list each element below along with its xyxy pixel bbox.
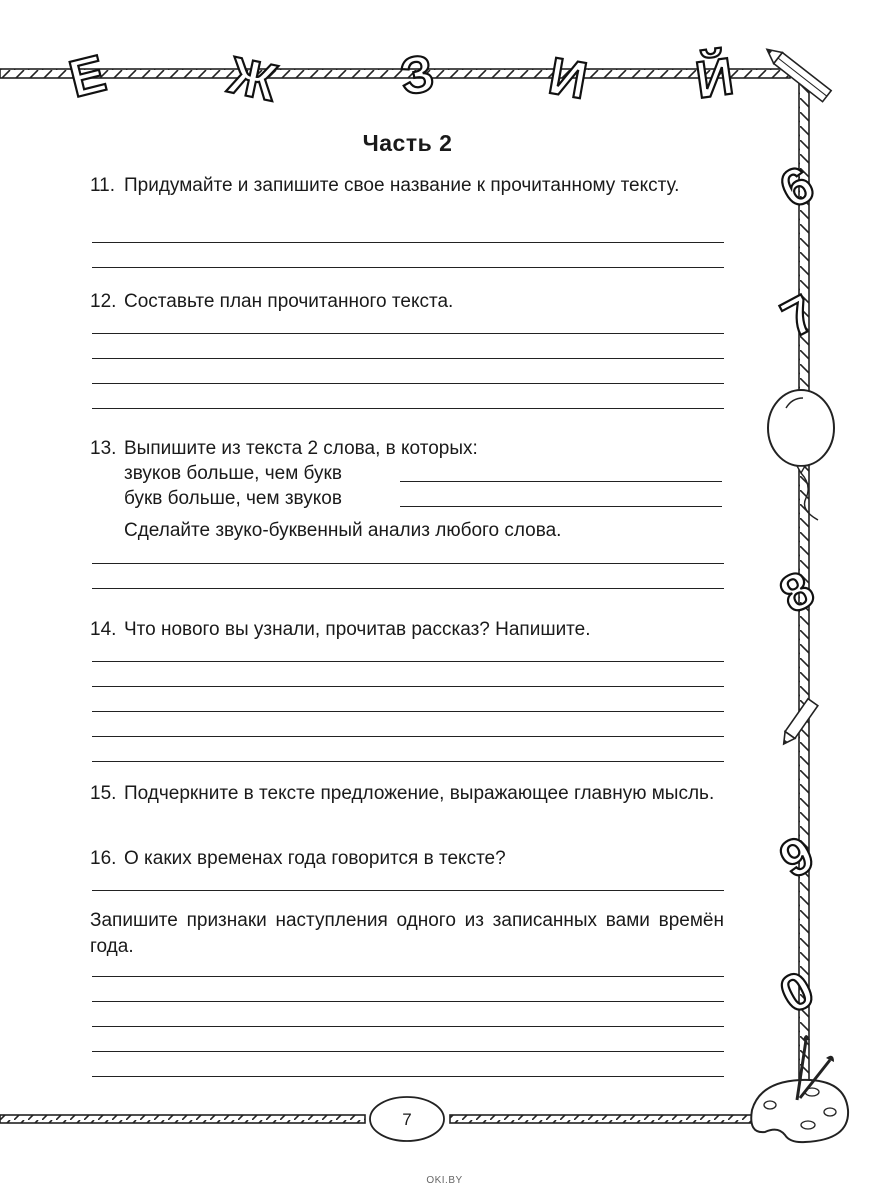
letter-zhe-glyph: Ж: [223, 46, 282, 113]
sounds-more-than-letters-label: звуков больше, чем букв: [124, 463, 342, 484]
answer-line[interactable]: [92, 890, 724, 891]
page-title: Часть 2: [362, 130, 453, 156]
answer-line[interactable]: [92, 976, 724, 977]
answer-line[interactable]: [400, 506, 722, 507]
letters-more-than-sounds-label: букв больше, чем звуков: [124, 488, 342, 509]
question-14: [90, 617, 726, 643]
question-number: 12.: [90, 291, 117, 312]
question-16: [90, 846, 726, 872]
answer-line[interactable]: [92, 1051, 724, 1052]
letter-i-glyph: И: [544, 47, 592, 111]
page-number: 7: [402, 1110, 412, 1129]
answer-line[interactable]: [92, 761, 724, 762]
answer-line[interactable]: [92, 242, 724, 243]
question-number: 11.: [90, 175, 116, 196]
answer-line[interactable]: [92, 588, 724, 589]
question-text: Подчеркните в тексте предложение, выражающее главную мысль.: [124, 783, 715, 804]
question-number: 16.: [90, 848, 117, 869]
question-text: Составьте план прочитанного текста.: [124, 291, 454, 312]
answer-line[interactable]: [92, 711, 724, 712]
answer-line[interactable]: [92, 408, 724, 409]
answer-line[interactable]: [92, 1001, 724, 1002]
question-number: 13.: [90, 438, 117, 459]
question-11: [90, 173, 726, 199]
digit-8-glyph: 8: [770, 560, 824, 625]
question-number: 15.: [90, 783, 117, 804]
answer-line[interactable]: [92, 1076, 724, 1077]
question-text: Придумайте и запишите свое название к прочитанному тексту.: [124, 175, 680, 196]
question-text: О каких временах года говорится в тексте?: [124, 848, 506, 869]
question-12: [90, 289, 726, 315]
answer-line[interactable]: [92, 563, 724, 564]
answer-line[interactable]: [92, 267, 724, 268]
letter-i-kratkoe-glyph: Й: [692, 47, 738, 111]
digit-6-glyph: 6: [770, 155, 824, 220]
letter-e-glyph: Е: [63, 44, 112, 110]
digit-9-glyph: 9: [770, 825, 824, 890]
source-watermark: OKI.BY: [426, 1175, 463, 1186]
answer-line[interactable]: [92, 661, 724, 662]
answer-line[interactable]: [92, 383, 724, 384]
question-text: Выпишите из текста 2 слова, в которых:: [124, 438, 478, 459]
question-number: 14.: [90, 619, 117, 640]
answer-line[interactable]: [92, 736, 724, 737]
question-13: [90, 436, 726, 462]
digit-0-glyph: 0: [770, 960, 824, 1025]
letter-ze-glyph: З: [396, 44, 439, 107]
answer-line[interactable]: [400, 481, 722, 482]
question-text: Что нового вы узнали, прочитав рассказ? Напишите.: [124, 619, 591, 640]
answer-line[interactable]: [92, 1026, 724, 1027]
question-13-task: Сделайте звуко-буквенный анализ любого слова.: [124, 520, 562, 541]
top-rope-border: [0, 69, 790, 78]
question-16-task: Запишите признаки наступления одного из записанных вами времён года.: [90, 910, 724, 957]
digit-7-glyph: 7: [772, 284, 826, 350]
question-15: [90, 781, 726, 807]
answer-line[interactable]: [92, 358, 724, 359]
answer-line[interactable]: [92, 686, 724, 687]
answer-line[interactable]: [92, 333, 724, 334]
